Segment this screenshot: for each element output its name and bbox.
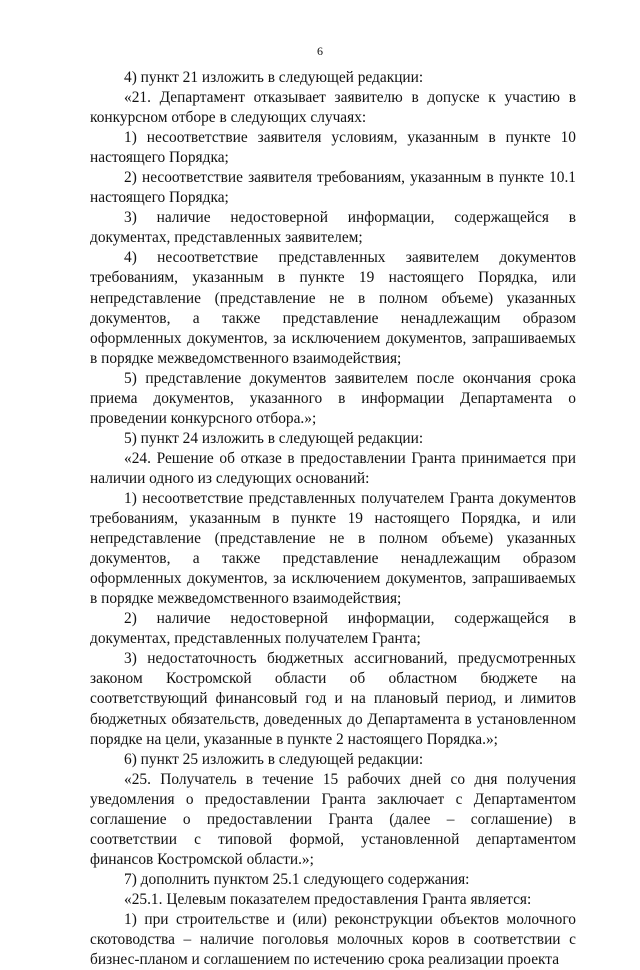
paragraph: 2) несоответствие заявителя требованиям, указанным в пункте 10.1 настоящего Порядка; [90, 169, 576, 207]
paragraph: 5) представление документов заявителем после окончания срока приема документов, указанного в информации Департамента о проведении конкурсного отбора.»; [90, 369, 576, 427]
paragraph: 7) дополнить пунктом 25.1 следующего содержания: [124, 870, 470, 888]
paragraph: 1) несоответствие представленных получателем Гранта документов требованиям, указанным в пункте 19 настоящего Порядка, и или непредставление (представление не в полном объеме) указанных документов, а также представление ненадлежащим образом оформленных документов, за исключением документов, запрашиваемых в порядке межведомственного взаимодействия; [90, 489, 576, 608]
paragraph: 1) несоответствие заявителя условиям, указанным в пункте 10 настоящего Порядка; [90, 129, 576, 167]
paragraph: «25. Получатель в течение 15 рабочих дней со дня получения уведомления о предоставлении Гранта заключает с Департаментом соглашение о предоставлении Гранта (далее – соглашение) в соответствии с типовой формой, установленной департаментом финансов Костромской области.»; [90, 770, 576, 868]
paragraph: «25.1. Целевым показателем предоставления Гранта является: [124, 890, 532, 908]
paragraph: 4) несоответствие представленных заявителем документов требованиям, указанным в пункте 19 настоящего Порядка, или непредставление (представление не в полном объеме) указанных документов, а также представление ненадлежащим образом оформленных документов, за исключением документов, запрашиваемых в порядке межведомственного взаимодействия; [90, 249, 576, 367]
paragraph: 3) наличие недостоверной информации, содержащейся в документах, представленных заявителем; [90, 209, 576, 247]
paragraph: 1) при строительстве и (или) реконструкции объектов молочного скотоводства – наличие поголовья молочных коров в соответствии с бизнес-планом и соглашением по истечению срока реализации проекта [90, 910, 576, 969]
document-body [90, 68, 576, 970]
paragraph: 5) пункт 24 изложить в следующей редакции: [124, 429, 424, 447]
paragraph: 2) наличие недостоверной информации, содержащейся в документах, представленных получателем Гранта; [90, 610, 576, 648]
paragraph: 3) недостаточность бюджетных ассигнований, предусмотренных законом Костромской области об областном бюджете на соответствующий финансовый год и на плановый период, и лимитов бюджетных обязательств, доведенных до Департамента в установленном порядке на цели, указанные в пункте 2 настоящего Порядка.»; [90, 650, 576, 748]
paragraph: «21. Департамент отказывает заявителю в допуске к участию в конкурсном отборе в следующих случаях: [90, 89, 576, 127]
page-number: 6 [317, 44, 323, 58]
paragraph: «24. Решение об отказе в предоставлении Гранта принимается при наличии одного из следующих оснований: [90, 449, 576, 487]
paragraph: 6) пункт 25 изложить в следующей редакции: [124, 750, 424, 768]
paragraph: 4) пункт 21 изложить в следующей редакции: [124, 69, 424, 86]
